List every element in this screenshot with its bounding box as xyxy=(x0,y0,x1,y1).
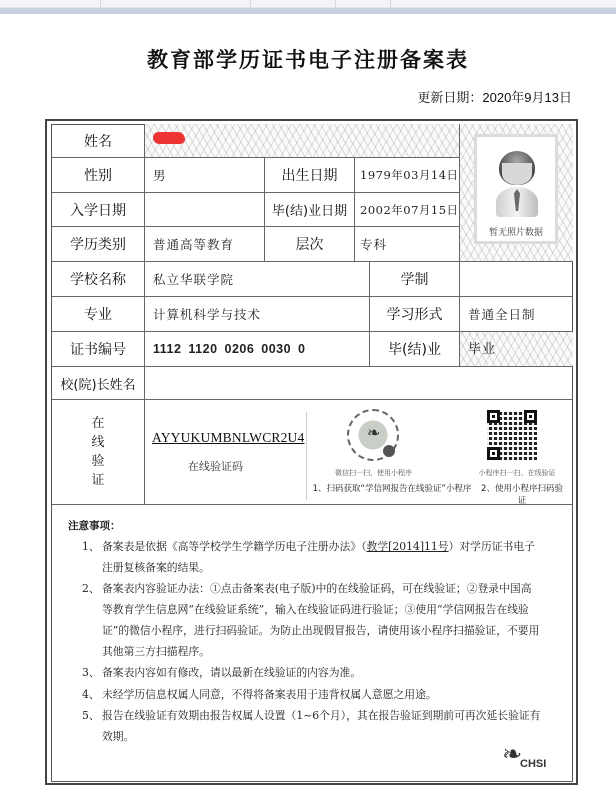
school-value: 私立华联学院 xyxy=(145,262,370,297)
avatar-face-icon xyxy=(502,163,532,185)
update-date: 更新日期：2020年9月13日 xyxy=(417,90,572,105)
notes-section xyxy=(52,506,573,782)
name-value xyxy=(145,124,460,158)
cert-no-label: 证书编号 xyxy=(52,332,145,367)
verify-label-char: 在 xyxy=(91,416,105,431)
study-form-value: 普通全日制 xyxy=(460,297,573,332)
edu-type-value: 普通高等教育 xyxy=(145,227,265,262)
notes-title: 注意事项： xyxy=(68,520,121,532)
note-text: 备案表内容验证办法：①点击备案表(电子版)中的在线验证码，可在线验证；②登录中国高等教育学生信息网“在线验证系统”，输入在线验证码进行验证；③使用“学信网报告在线验证”的微信小程序，进行扫码验证。为防止出现假冒报告，请使用该小程序扫描验证，不要用其他第三方扫描程序。 xyxy=(102,582,540,658)
photo-caption: 暂无照片数据 xyxy=(488,228,543,238)
edu-type-label: 学历类别 xyxy=(52,227,145,262)
note-text: 备案表内容如有修改，请以最新在线验证的内容为准。 xyxy=(102,666,362,679)
regulation-link[interactable]: 教学[2014]11号 xyxy=(366,540,449,553)
note-text: 未经学历信息权属人同意，不得将备案表用于违背权属人意愿之用途。 xyxy=(102,688,437,701)
mini-program-qr-icon[interactable] xyxy=(347,409,399,461)
grad-status-value: 毕业 xyxy=(460,332,573,367)
verify-code-caption: 在线验证码 xyxy=(188,460,243,473)
verify-area xyxy=(145,400,573,505)
online-verify-code-link[interactable]: AYYUKUMBNLWCR2U4 xyxy=(152,430,305,445)
photo-placeholder xyxy=(474,134,558,244)
verify-label-char: 证 xyxy=(91,473,105,488)
level-label: 层次 xyxy=(265,227,355,262)
school-label: 学校名称 xyxy=(52,262,145,297)
online-verify-label xyxy=(52,400,145,505)
grad-date-value: 2002年07月15日 xyxy=(355,193,460,227)
principal-label: 校(院)长姓名 xyxy=(52,367,145,400)
top-bar xyxy=(0,8,616,14)
chsi-bird-icon: ❧ xyxy=(367,423,381,442)
duration-label: 学制 xyxy=(370,262,460,297)
qr-finder xyxy=(524,410,537,423)
note-number: 3、 xyxy=(82,666,100,679)
qr-code-icon[interactable] xyxy=(487,410,537,460)
cert-no-value: 1112 1120 0206 0030 0 xyxy=(145,332,370,367)
note-text-part: 备案表是依据《高等学校学生学籍学历电子注册办法》（ xyxy=(102,540,367,553)
note-text-part: ）对学历证书电子注册复核备案的结果。 xyxy=(102,540,535,574)
verify-label-char: 验 xyxy=(91,454,105,469)
study-form-label: 学习形式 xyxy=(370,297,460,332)
enroll-date-value xyxy=(145,193,265,227)
enroll-date-label: 入学日期 xyxy=(52,193,145,227)
qr-subcaption: 小程序扫一扫、在线验证 xyxy=(478,469,556,477)
note-text xyxy=(102,536,542,578)
chsi-logo xyxy=(500,740,560,776)
principal-value xyxy=(145,367,573,400)
name-label: 姓名 xyxy=(52,124,145,158)
gender-label: 性别 xyxy=(52,158,145,193)
note-number: 2、 xyxy=(82,582,100,595)
note-text: 报告在线验证有效期由报告权属人设置（1~6个月），其在报告验证到期前可再次延长验证有效期。 xyxy=(102,709,541,743)
mini-program-badge-icon xyxy=(383,445,395,457)
note-number: 4、 xyxy=(82,688,100,701)
name-redaction xyxy=(153,132,185,144)
level-value: 专科 xyxy=(355,227,460,262)
top-toolbar-strip xyxy=(0,0,616,8)
qr-step: 2、使用小程序扫码验证 xyxy=(481,484,563,506)
major-label: 专业 xyxy=(52,297,145,332)
birth-date-label: 出生日期 xyxy=(265,158,355,193)
page-title: 教育部学历证书电子注册备案表 xyxy=(147,48,469,72)
grad-status-label: 毕(结)业 xyxy=(370,332,460,367)
mini-program-subcaption: 微信扫一扫，使用小程序 xyxy=(335,469,412,477)
toolbar-separator xyxy=(390,0,391,8)
qr-finder xyxy=(487,447,500,460)
chsi-bird-icon: ❧ xyxy=(502,740,523,768)
note-number: 5、 xyxy=(82,709,100,722)
duration-value xyxy=(460,262,573,297)
grad-date-label: 毕(结)业日期 xyxy=(265,193,355,227)
qr-finder xyxy=(487,410,500,423)
major-value: 计算机科学与技术 xyxy=(145,297,370,332)
mini-program-step: 1、扫码获取“学信网报告在线验证”小程序 xyxy=(312,484,472,494)
verify-label-char: 线 xyxy=(91,435,105,450)
birth-date-value: 1979年03月14日 xyxy=(355,158,460,193)
toolbar-separator xyxy=(335,0,336,8)
toolbar-separator xyxy=(100,0,101,8)
gender-value: 男 xyxy=(145,158,265,193)
note-number: 1、 xyxy=(82,540,100,553)
chsi-logo-text: CHSI xyxy=(520,758,547,770)
toolbar-separator xyxy=(250,0,251,8)
